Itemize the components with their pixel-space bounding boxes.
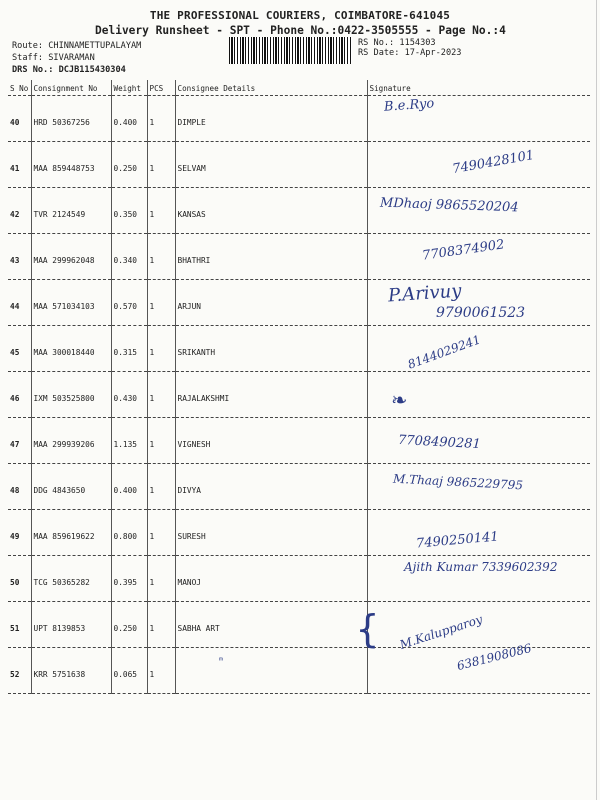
cell-consignment: MAA 299962048: [31, 234, 111, 280]
cell-consignment: HRD 50367256: [31, 96, 111, 142]
cell-pcs: 1: [147, 556, 175, 602]
cell-weight: 0.250: [111, 142, 147, 188]
cell-consignee: SURESH: [175, 510, 367, 556]
cell-pcs: 1: [147, 510, 175, 556]
cell-weight: 0.395: [111, 556, 147, 602]
cell-sno: 43: [8, 234, 31, 280]
cell-consignment: DDG 4843650: [31, 464, 111, 510]
cell-pcs: 1: [147, 602, 175, 648]
signature-46-scribble: ❧: [392, 385, 407, 413]
cell-pcs: 1: [147, 326, 175, 372]
cell-sno: 49: [8, 510, 31, 556]
cell-consignment: MAA 300018440: [31, 326, 111, 372]
cell-consignee: ARJUN: [175, 280, 367, 326]
cell-consignment: MAA 571034103: [31, 280, 111, 326]
cell-sno: 48: [8, 464, 31, 510]
cell-pcs: 1: [147, 234, 175, 280]
table-row: [8, 602, 590, 648]
rs-date: RS Date: 17-Apr-2023: [358, 48, 462, 58]
pen-mark: ᵐ: [218, 656, 225, 667]
cell-sno: 46: [8, 372, 31, 418]
table-row: [8, 510, 590, 556]
cell-weight: 0.570: [111, 280, 147, 326]
cell-pcs: 1: [147, 96, 175, 142]
cell-consignee: BHATHRI: [175, 234, 367, 280]
cell-sno: 47: [8, 418, 31, 464]
cell-weight: 0.315: [111, 326, 147, 372]
cell-consignment: MAA 859448753: [31, 142, 111, 188]
cell-consignee: SABHA ART: [175, 602, 367, 648]
runsheet-table: [8, 80, 590, 694]
scan-edge: [596, 0, 597, 800]
cell-sno: 52: [8, 648, 31, 694]
signature-42: MDhaoj 9865520204: [379, 195, 519, 216]
cell-pcs: 1: [147, 418, 175, 464]
col-consignment: Consignment No: [31, 80, 111, 96]
cell-weight: 0.800: [111, 510, 147, 556]
signature-51: M.Kalupparoy: [397, 612, 485, 652]
cell-consignment: KRR 5751638: [31, 648, 111, 694]
cell-consignee: SELVAM: [175, 142, 367, 188]
table-header-row: [8, 80, 590, 96]
cell-weight: 1.135: [111, 418, 147, 464]
cell-consignee: DIVYA: [175, 464, 367, 510]
cell-sno: 41: [8, 142, 31, 188]
cell-weight: 0.065: [111, 648, 147, 694]
table-row: [8, 96, 590, 142]
company-title: THE PROFESSIONAL COURIERS, COIMBATORE-641045: [149, 9, 451, 22]
cell-consignee: RAJALAKSHMI: [175, 372, 367, 418]
cell-consignee: SRIKANTH: [175, 326, 367, 372]
signature-44: P.Arivuy: [387, 280, 463, 307]
table-row: [8, 418, 590, 464]
cell-weight: 0.250: [111, 602, 147, 648]
cell-sno: 42: [8, 188, 31, 234]
table-row: [8, 372, 590, 418]
col-weight: Weight: [111, 80, 147, 96]
cell-weight: 0.350: [111, 188, 147, 234]
barcode: [229, 37, 352, 64]
signature-47: 7708490281: [397, 432, 482, 453]
cell-consignment: IXM 503525800: [31, 372, 111, 418]
runsheet-title: Delivery Runsheet - SPT - Phone No.:0422-3505555 - Page No.:4: [95, 24, 506, 37]
table-row: [8, 326, 590, 372]
signature-52: 6381908086: [455, 640, 533, 674]
cell-sno: 51: [8, 602, 31, 648]
cell-consignee: MANOJ: [175, 556, 367, 602]
signature-45: 8144029241: [405, 332, 483, 372]
cell-pcs: 1: [147, 372, 175, 418]
signature-50: Ajith Kumar 7339602392: [404, 560, 558, 574]
route-label: Route: CHINNAMETTUPALAYAM: [12, 41, 142, 51]
staff-label: Staff: SIVARAMAN: [12, 53, 95, 63]
col-pcs: PCS: [147, 80, 175, 96]
cell-consignee: KANSAS: [175, 188, 367, 234]
cell-pcs: 1: [147, 648, 175, 694]
cell-weight: 0.400: [111, 96, 147, 142]
col-consignee: Consignee Details: [175, 80, 367, 96]
cell-weight: 0.340: [111, 234, 147, 280]
cell-consignment: MAA 859619622: [31, 510, 111, 556]
signature-44-phone: 9790061523: [436, 305, 526, 321]
cell-pcs: 1: [147, 142, 175, 188]
drs-number: DRS No.: DCJB115430304: [12, 65, 126, 75]
signature-51-bracket: {: [356, 607, 379, 651]
cell-weight: 0.430: [111, 372, 147, 418]
cell-pcs: 1: [147, 280, 175, 326]
cell-sno: 44: [8, 280, 31, 326]
cell-pcs: 1: [147, 188, 175, 234]
rs-number: RS No.: 1154303: [358, 38, 436, 48]
cell-consignment: MAA 299939206: [31, 418, 111, 464]
cell-consignment: UPT 8139853: [31, 602, 111, 648]
cell-consignee: VIGNESH: [175, 418, 367, 464]
cell-sno: 40: [8, 96, 31, 142]
cell-consignment: TCG 50365282: [31, 556, 111, 602]
cell-pcs: 1: [147, 464, 175, 510]
cell-sno: 50: [8, 556, 31, 602]
cell-consignee: DIMPLE: [175, 96, 367, 142]
col-signature: Signature: [367, 80, 590, 96]
signature-48: M.Thaaj 9865229795: [392, 471, 524, 493]
col-sno: S No: [8, 80, 31, 96]
cell-consignee: [175, 648, 367, 694]
signature-41: 7490428101: [451, 147, 536, 178]
cell-signature: [367, 326, 590, 372]
cell-sno: 45: [8, 326, 31, 372]
signature-43: 7708374902: [421, 237, 506, 264]
cell-weight: 0.400: [111, 464, 147, 510]
cell-consignment: TVR 2124549: [31, 188, 111, 234]
signature-49: 7490250141: [415, 529, 500, 552]
signature-40: B.e.Ryo: [383, 96, 435, 115]
